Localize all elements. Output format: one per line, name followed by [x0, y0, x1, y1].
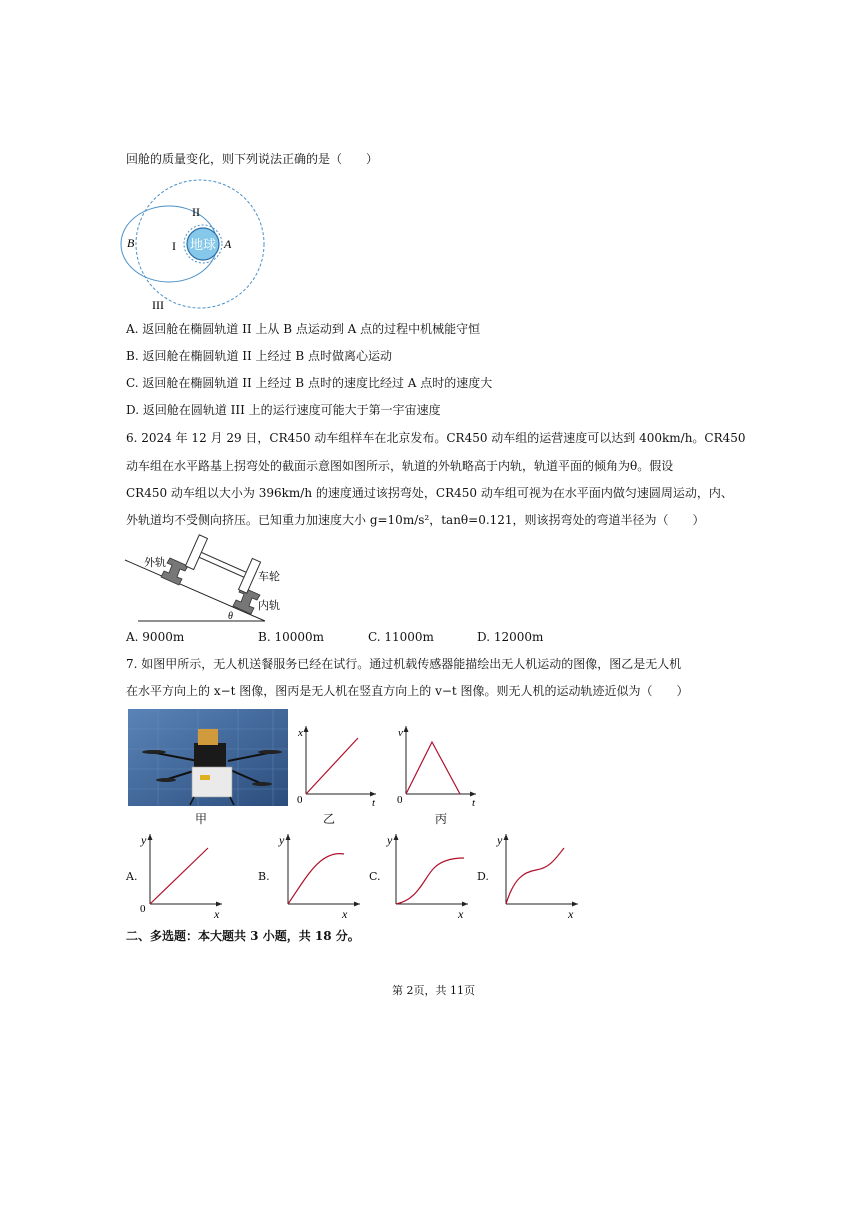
- graph-v-t: [396, 722, 486, 808]
- svg-text:0: 0: [397, 794, 403, 806]
- q6-line-1: 6. 2024 年 12 月 29 日，CR450 动车组样车在北京发布。CR450 动车组的运营速度可以达到 400km/h。CR450: [126, 431, 746, 445]
- svg-text:x: x: [298, 727, 303, 739]
- section-2-heading: 二、多选题：本大题共 3 小题，共 18 分。: [126, 929, 360, 943]
- svg-text:v: v: [398, 727, 403, 739]
- svg-text:x: x: [342, 907, 348, 920]
- q7-option-b: B.: [258, 870, 270, 883]
- page-footer: 第 2页，共 11页: [392, 984, 475, 997]
- label-point-a: A: [224, 237, 232, 251]
- svg-text:x: x: [458, 907, 464, 920]
- q7-option-d: D.: [477, 870, 489, 883]
- option-b-graph: [276, 828, 366, 920]
- q6-option-a: A. 9000m: [126, 630, 185, 644]
- q6-option-c: C. 11000m: [368, 630, 434, 644]
- svg-text:x: x: [214, 907, 220, 920]
- q5-option-c: C. 返回舱在椭圆轨道 II 上经过 B 点时的速度比经过 A 点时的速度大: [126, 376, 493, 390]
- option-d-graph: [494, 828, 584, 920]
- orbit-diagram: [120, 178, 280, 318]
- drone-photo: [128, 709, 288, 806]
- q5-option-a: A. 返回舱在椭圆轨道 II 上从 B 点运动到 A 点的过程中机械能守恒: [126, 322, 481, 336]
- earth-label: 地球: [190, 237, 217, 252]
- svg-text:t: t: [372, 797, 376, 808]
- v-t-line: [406, 742, 460, 794]
- q7-line-1: 7. 如图甲所示，无人机送餐服务已经在试行。通过机载传感器能描绘出无人机运动的图像，图乙是无人机: [126, 657, 682, 671]
- label-inner-rail: 内轨: [258, 600, 280, 612]
- q5-stem-tail: 回舱的质量变化，则下列说法正确的是（ ）: [126, 152, 379, 166]
- svg-text:y: y: [387, 833, 393, 847]
- q6-option-d: D. 12000m: [477, 630, 544, 644]
- graph-x-t: [296, 722, 386, 808]
- label-theta: θ: [228, 611, 233, 622]
- q5-option-b: B. 返回舱在椭圆轨道 II 上经过 B 点时做离心运动: [126, 349, 393, 363]
- label-orbit-1: I: [172, 239, 176, 253]
- label-wheel: 车轮: [258, 571, 280, 583]
- label-orbit-3: III: [152, 298, 164, 312]
- svg-text:x: x: [568, 907, 574, 920]
- q7-line-2: 在水平方向上的 x−t 图像，图丙是无人机在竖直方向上的 v−t 图像。则无人机的运动轨迹近似为（ ）: [126, 684, 689, 698]
- q6-line-4: 外轨道均不受侧向挤压。已知重力加速度大小 g=10m/s²，tanθ=0.121，则该拐弯处的弯道半径为（ ）: [126, 513, 705, 527]
- label-orbit-2: II: [192, 205, 200, 219]
- outer-wheel: [185, 535, 207, 570]
- q7-option-a: A.: [126, 870, 138, 883]
- q7-option-c: C.: [369, 870, 381, 883]
- svg-text:y: y: [141, 833, 147, 847]
- caption-jia: 甲: [195, 812, 208, 826]
- x-t-line: [306, 738, 358, 794]
- svg-text:y: y: [497, 833, 503, 847]
- svg-text:t: t: [472, 797, 476, 808]
- label-point-b: B: [127, 236, 135, 250]
- option-a-graph: [138, 828, 228, 920]
- option-c-graph: [384, 828, 474, 920]
- caption-yi: 乙: [323, 812, 336, 826]
- q6-line-2: 动车组在水平路基上拐弯处的截面示意图如图所示，轨道的外轨略高于内轨，轨道平面的倾角为θ。假设: [126, 459, 674, 473]
- svg-text:0: 0: [140, 903, 146, 915]
- q6-option-b: B. 10000m: [258, 630, 324, 644]
- svg-text:0: 0: [297, 794, 303, 806]
- rail-diagram: [120, 530, 280, 624]
- q6-line-3: CR450 动车组以大小为 396km/h 的速度通过该拐弯处，CR450 动车组可视为在水平面内做匀速圆周运动，内、: [126, 486, 733, 500]
- caption-bing: 丙: [435, 812, 448, 826]
- label-outer-rail: 外轨: [144, 557, 166, 569]
- svg-text:y: y: [279, 833, 285, 847]
- q5-option-d: D. 返回舱在圆轨道 III 上的运行速度可能大于第一宇宙速度: [126, 403, 441, 417]
